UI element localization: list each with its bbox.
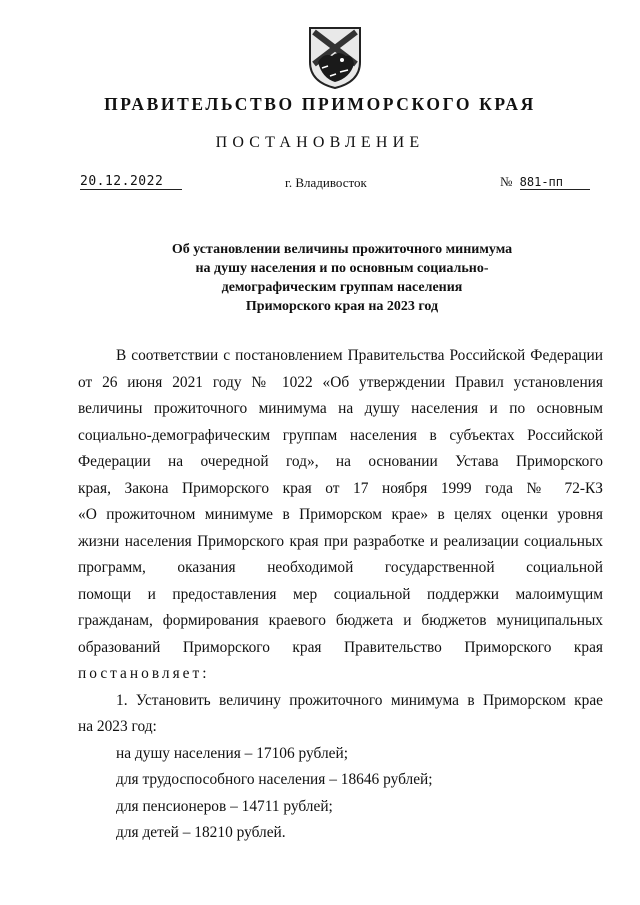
preamble-line: величины прожиточного минимума на душу населения и по основным xyxy=(78,400,603,417)
heading-line: Об установлении величины прожиточного минимума xyxy=(171,242,513,257)
item-1-line: на 2023 год: xyxy=(78,718,157,735)
preamble-line: края, Закона Приморского края от 17 ноября 1999 года № 72-КЗ xyxy=(78,479,603,497)
amount-line: для трудоспособного населения – 18646 рублей; xyxy=(116,771,433,788)
resolves-word: постановляет: xyxy=(78,665,210,682)
government-title: ПРАВИТЕЛЬСТВО ПРИМОРСКОГО КРАЯ xyxy=(104,94,536,114)
preamble-line: помощи и предоставления мер социальной поддержки малоимущим xyxy=(78,585,603,603)
item-1-line: 1. Установить величину прожиточного минимума в Приморском крае xyxy=(116,691,603,709)
number-sign: № xyxy=(500,174,513,189)
preamble-line: от 26 июня 2021 году № 1022 «Об утверждении Правил установления xyxy=(78,373,603,391)
document-type: ПОСТАНОВЛЕНИЕ xyxy=(215,134,425,151)
amount-line: на душу населения – 17106 рублей; xyxy=(116,744,348,762)
coat-of-arms-icon xyxy=(300,22,370,92)
heading-line: на душу населения и по основным социально- xyxy=(195,261,489,276)
document-body xyxy=(78,343,603,847)
preamble-line: социально-демографическим группам населения в субъектах Российской xyxy=(78,426,603,444)
amount-line: для пенсионеров – 14711 рублей; xyxy=(116,797,333,815)
number-value: 881-пп xyxy=(520,175,590,190)
preamble-line: «О прожиточном минимуме в Приморском крае» в целях оценки уровня xyxy=(78,506,603,523)
preamble-line: жизни населения Приморского края при разработке и реализации социальных xyxy=(78,532,603,550)
preamble-line: Федерации на очередной год», на основании Устава Приморского xyxy=(78,453,603,470)
amount-line: для детей – 18210 рублей. xyxy=(116,824,286,841)
document-city: г. Владивосток xyxy=(285,175,367,190)
document-number xyxy=(500,174,590,190)
preamble-line: образований Приморского края Правительство Приморского края xyxy=(78,638,603,656)
heading-line: демографическим группам населения xyxy=(221,280,463,295)
document-heading xyxy=(120,240,564,316)
document-date: 20.12.2022 xyxy=(80,174,182,190)
preamble-line: гражданам, формирования краевого бюджета и бюджетов муниципальных xyxy=(78,612,603,629)
preamble-line: программ, оказания необходимой государственной социальной xyxy=(78,559,603,576)
heading-line: Приморского края на 2023 год xyxy=(245,299,439,314)
preamble-line: В соответствии с постановлением Правительства Российской Федерации xyxy=(116,347,603,364)
